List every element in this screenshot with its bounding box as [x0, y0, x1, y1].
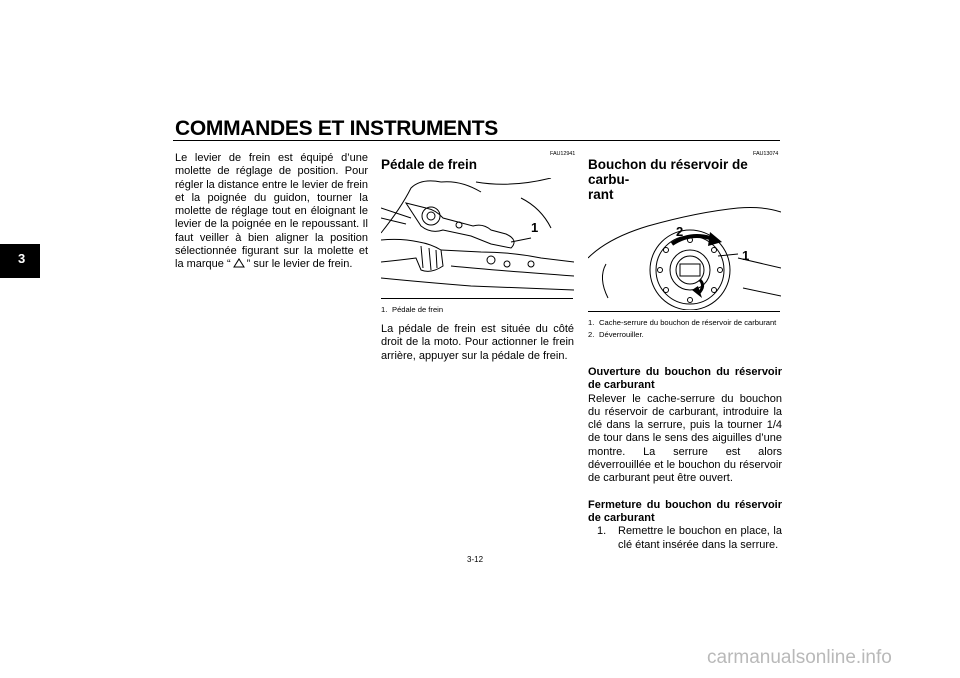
- left-column: [175, 152, 368, 272]
- section-title-fuel-cap: [588, 157, 782, 202]
- caption-number: 1.: [381, 305, 388, 314]
- section-title-brake-pedal: Pédale de frein: [381, 157, 478, 172]
- figure-caption: [381, 305, 573, 314]
- closing-heading: Fermeture du bouchon du réservoir de carburant: [588, 498, 782, 524]
- section-code: FAU13074: [753, 151, 779, 157]
- list-item: [588, 525, 782, 552]
- opening-paragraph: Relever le cache-serrure du bouchon du réservoir de carburant, introduire la clé dans la serrure, puis la tourner 1/4 de tour dans le sens des aiguilles d’une montre. La serrure est alors déverrouillée et le bouchon du réservoir de carburant peut être ouvert.: [588, 392, 782, 485]
- list-number: 1.: [597, 525, 607, 538]
- caption-number: 2.: [588, 330, 595, 340]
- brake-pedal-paragraph: La pédale de frein est située du côté droit de la moto. Pour actionner le frein arrière, appuyer sur la pédale de frein.: [381, 323, 574, 362]
- caption-text: Pédale de frein: [392, 305, 444, 314]
- caption-text: Cache-serrure du bouchon de réservoir de carburant: [599, 318, 777, 327]
- page-title: COMMANDES ET INSTRUMENTS: [175, 117, 498, 140]
- fuel-cap-body: [588, 366, 782, 552]
- caption-text: Déverrouiller.: [599, 330, 644, 340]
- list-text: Remettre le bouchon en place, la clé étant insérée dans la serrure.: [618, 525, 782, 551]
- brake-lever-paragraph: [175, 152, 368, 272]
- figure-callout: 2: [676, 224, 684, 239]
- header-rule: [173, 140, 780, 141]
- section-title-line: rant: [588, 187, 614, 202]
- brake-pedal-body: [381, 323, 574, 363]
- figure-caption: [588, 318, 780, 339]
- opening-heading: Ouverture du bouchon du réservoir de carburant: [588, 366, 782, 392]
- section-code: FAU12941: [550, 151, 576, 157]
- brake-lever-text-1: Le levier de frein est équipé d’une molette de réglage de position. Pour régler la distance entre le levier de frein et la poignée du guidon, tourner la molette de réglage tout en éloignant le levier de la poignée en le repoussant. Il faut veiller à bien aligner la position sélectionnée figurant sur la molette et la marque “: [175, 152, 368, 271]
- figure-callout: 1: [742, 248, 750, 263]
- page-number: 3-12: [467, 555, 484, 564]
- section-title-line: Bouchon du réservoir de carbu-: [588, 157, 748, 187]
- brake-pedal-illustration: [381, 178, 574, 298]
- triangle-mark-icon: [233, 258, 245, 268]
- chapter-number: 3: [18, 251, 26, 266]
- brake-lever-text-2: ” sur le levier de frein.: [246, 258, 353, 271]
- fuel-cap-illustration: [588, 198, 781, 310]
- figure-rule: [588, 311, 780, 312]
- watermark: carmanualsonline.info: [707, 647, 892, 668]
- caption-number: 1.: [588, 318, 595, 327]
- figure-rule: [381, 298, 573, 299]
- figure-callout: 1: [531, 220, 539, 235]
